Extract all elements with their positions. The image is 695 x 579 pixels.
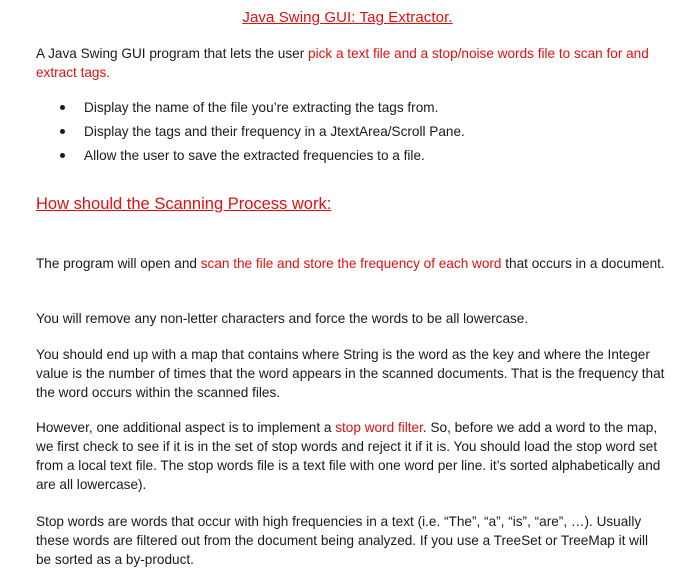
feature-list — [58, 98, 658, 170]
bullet-icon — [60, 129, 65, 134]
intro-highlight: pick a text file and a stop/noise words file to scan for and extract tags. — [36, 46, 649, 80]
section-heading: How should the Scanning Process work: — [36, 195, 332, 213]
list-item — [58, 122, 658, 146]
paragraph-highlight: stop word filter — [335, 420, 423, 435]
intro-paragraph — [36, 44, 666, 82]
list-item — [58, 98, 658, 122]
bullet-icon — [60, 105, 65, 110]
document-title: Java Swing GUI: Tag Extractor. — [242, 9, 453, 26]
list-item-text: Display the tags and their frequency in a JtextArea/Scroll Pane. — [84, 124, 465, 139]
list-item — [58, 146, 658, 170]
paragraph-text: However, one additional aspect is to implement a — [36, 420, 336, 435]
paragraph-stop-filter — [36, 418, 666, 494]
paragraph-text: The program will open and — [36, 256, 201, 271]
paragraph-highlight: scan the file and store the frequency of each word — [200, 256, 502, 271]
bullet-icon — [60, 153, 65, 158]
paragraph-lowercase: You will remove any non-letter characters and force the words to be all lowercase. — [36, 311, 529, 326]
list-item-text: Display the name of the file you’re extracting the tags from. — [84, 100, 439, 115]
paragraph-text: . So, before we add a word to the map, we first check to see if it is in the set of stop words and reject it if it is. You should load the stop word set from a local text file. The stop words file is a text file with one word per line. it’s sorted alphabetically and are all lowercase). — [36, 420, 661, 492]
list-item-text: Allow the user to save the extracted frequencies to a file. — [84, 148, 425, 163]
paragraph-stop-words: Stop words are words that occur with high frequencies in a text (i.e. “The”, “a”, “is”, “are”, …). Usually these words are filtered out from the document being analyzed. If you use a TreeSet or TreeMap it will be sorted as a by-product. — [36, 514, 649, 567]
paragraph-text: that occurs in a document. — [501, 256, 665, 271]
paragraph-map: You should end up with a map that contains where String is the word as the key and where the Integer value is the number of times that the word appears in the scanned documents. That is the frequency that the word occurs within the scanned files. — [36, 347, 665, 400]
paragraph-scan — [36, 254, 666, 273]
intro-text: A Java Swing GUI program that lets the user — [36, 46, 309, 61]
